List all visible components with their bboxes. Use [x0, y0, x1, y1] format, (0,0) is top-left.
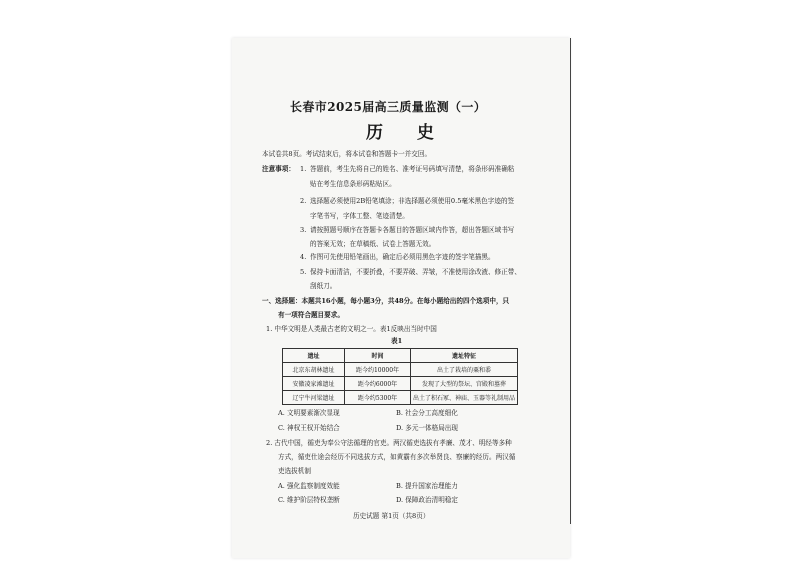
table-cell: 出土了栽培的粟和黍: [410, 363, 517, 377]
table-cell: 辽宁牛河梁遗址: [283, 391, 345, 405]
notice-number: 4.: [300, 253, 307, 261]
section-heading: 一、选择题：本题共16小题，每小题3分，共48分。在每小题给出的四个选项中，只: [262, 297, 510, 305]
notice-number: 5.: [300, 268, 307, 276]
option-a: A. 强化监察制度效能: [278, 482, 340, 490]
notice-line: 的答案无效；在草稿纸、试卷上答题无效。: [310, 240, 436, 248]
table-header: 遗址特征: [410, 349, 517, 363]
table-cell: 距今约6000年: [345, 377, 411, 391]
question-stem: 1. 中华文明是人类最古老的文明之一。表1反映出当时中国: [266, 325, 437, 333]
option-c: C. 神权王权开始结合: [278, 424, 340, 432]
table-row: [283, 391, 518, 405]
site-table: [282, 348, 518, 405]
section-heading: 有一项符合题目要求。: [278, 311, 344, 319]
exam-intro: 本试卷共8页。考试结束后，将本试卷和答题卡一并交回。: [262, 150, 432, 158]
table-header-row: [283, 349, 518, 363]
option-c: C. 维护阶层特权垄断: [278, 496, 340, 504]
page-edge-line: [570, 38, 571, 524]
notice-line: 字笔书写，字体工整、笔迹清楚。: [310, 212, 409, 220]
table-row: [283, 363, 518, 377]
option-b: B. 提升国家治理能力: [396, 482, 458, 490]
table-header: 时间: [345, 349, 411, 363]
table-cell: 发现了大型的祭坛、宫殿和墓葬: [410, 377, 517, 391]
option-a: A. 文明要素渐次显现: [278, 409, 340, 417]
notice-number: 3.: [300, 226, 307, 234]
notice-number: 2.: [300, 197, 307, 205]
notice-label: 注意事项：: [262, 165, 295, 173]
table-cell: 出土了积石冢、神庙、玉器等礼制用品: [410, 391, 517, 405]
page-footer: 历史试题 第1页（共8页）: [353, 512, 430, 520]
notice-line: 保持卡面清洁，不要折叠，不要弄破、弄皱，不准使用涂改液、修正带、: [310, 268, 521, 276]
question-stem: 方式，循吏仕途会经历不同选拔方式，如黄霸有多次举贤良、察廉的经历。两汉循: [278, 453, 516, 461]
notice-line: 请按照题号顺序在答题卡各题目的答题区域内作答，超出答题区域书写: [310, 226, 515, 234]
table-row: [283, 377, 518, 391]
notice-number: 1.: [300, 165, 307, 173]
option-d: D. 多元一体格局出现: [396, 424, 458, 432]
table-cell: 距今约10000年: [345, 363, 411, 377]
exam-title: 长春市2025届高三质量监测（一）: [290, 100, 487, 114]
option-b: B. 社会分工高度细化: [396, 409, 458, 417]
question-stem: 吏选拔机制: [278, 467, 311, 475]
table-cell: 北京东胡林遗址: [283, 363, 345, 377]
notice-line: 刮纸刀。: [310, 282, 337, 290]
notice-line: 答题前，考生先将自己的姓名、准考证号码填写清楚，将条形码准确粘: [310, 165, 515, 173]
table-cell: 距今约5300年: [345, 391, 411, 405]
notice-line: 作图可先使用铅笔画出，确定后必须用黑色字迹的签字笔描黑。: [310, 253, 495, 261]
table-cell: 安徽凌家滩遗址: [283, 377, 345, 391]
notice-line: 贴在考生信息条形码粘贴区。: [310, 180, 396, 188]
option-d: D. 保障政治清明稳定: [396, 496, 458, 504]
question-stem: 2. 古代中国，循吏为奉公守法循理的官吏。两汉循吏选拔有孝廉、茂才、明经等多种: [266, 439, 512, 447]
notice-line: 选择题必须使用2B铅笔填涂；非选择题必须使用0.5毫米黑色字迹的签: [310, 197, 515, 205]
table-header: 遗址: [283, 349, 345, 363]
subject-title: 历 史: [366, 123, 448, 143]
table-caption: 表1: [391, 337, 403, 345]
